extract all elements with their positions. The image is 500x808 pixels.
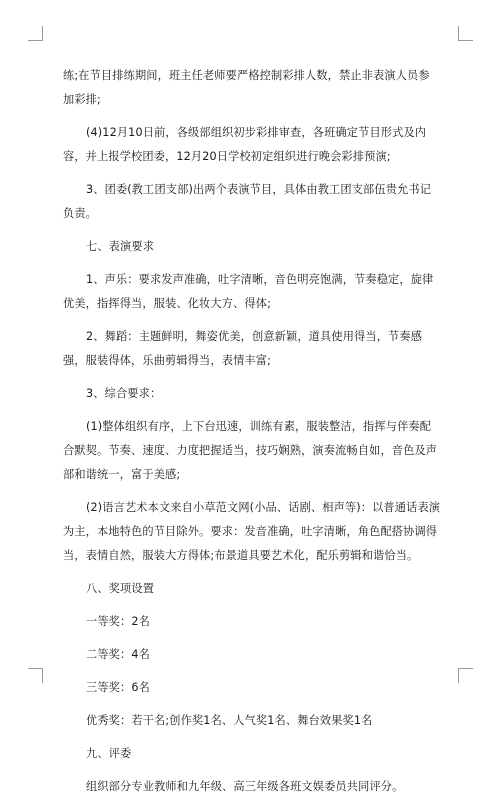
award-excellence-prize: 优秀奖：若干名;创作奖1名、人气奖1名、舞台效果奖1名 bbox=[86, 714, 373, 727]
paragraph-general-requirements: 3、综合要求： bbox=[86, 387, 162, 400]
section-heading-judges: 九、评委 bbox=[86, 747, 132, 760]
paragraph-language-arts: (2)语言艺术本文来自小草范文网(小品、话剧、相声等)：以普通话表演为主，本地特色的节目除外。要求：发音准确，吐字清晰，角色配搭协调得当，表情自然，服装大方得体;布景道具要艺术化，配乐剪辑和谐恰当。 bbox=[63, 501, 441, 562]
award-second-prize: 二等奖：4名 bbox=[86, 648, 150, 661]
award-first-prize: 一等奖：2名 bbox=[86, 615, 150, 628]
document-body bbox=[63, 64, 441, 808]
section-heading-awards: 八、奖项设置 bbox=[86, 582, 155, 595]
crop-mark-top-right bbox=[458, 26, 473, 41]
paragraph-league-committee: 3、团委(教工团支部)出两个表演节目，具体由教工团支部伍贵允书记负责。 bbox=[63, 183, 432, 220]
paragraph-initial-review: (4)12月10日前，各级部组织初步彩排审查，各班确定节目形式及内容，并上报学校团委，12月20日学校初定组织进行晚会彩排预演; bbox=[63, 126, 427, 163]
paragraph-rehearsal-control: 练;在节目排练期间，班主任老师要严格控制彩排人数，禁止非表演人员参加彩排; bbox=[63, 69, 430, 106]
crop-mark-bottom-left bbox=[28, 668, 43, 683]
section-heading-performance-requirements: 七、表演要求 bbox=[86, 240, 155, 253]
paragraph-organization: (1)整体组织有序，上下台迅速，训练有素，服装整洁，指挥与伴奏配合默契。节奏、速度、力度把握适当，技巧娴熟，演奏流畅自如，音色及声部和谐统一，富于美感; bbox=[63, 420, 438, 481]
paragraph-vocal: 1、声乐：要求发声准确，吐字清晰，音色明亮饱满，节奏稳定，旋律优美，指挥得当，服装、化妆大方、得体; bbox=[63, 273, 434, 310]
crop-mark-bottom-right bbox=[458, 668, 473, 683]
paragraph-judges: 组织部分专业教师和九年级、高三年级各班文娱委员共同评分。 bbox=[86, 780, 404, 793]
crop-mark-top-left bbox=[28, 26, 43, 41]
paragraph-dance: 2、舞蹈：主题鲜明，舞姿优美，创意新颖，道具使用得当，节奏感强，服装得体，乐曲剪辑得当，表情丰富; bbox=[63, 330, 423, 367]
award-third-prize: 三等奖：6名 bbox=[86, 681, 150, 694]
